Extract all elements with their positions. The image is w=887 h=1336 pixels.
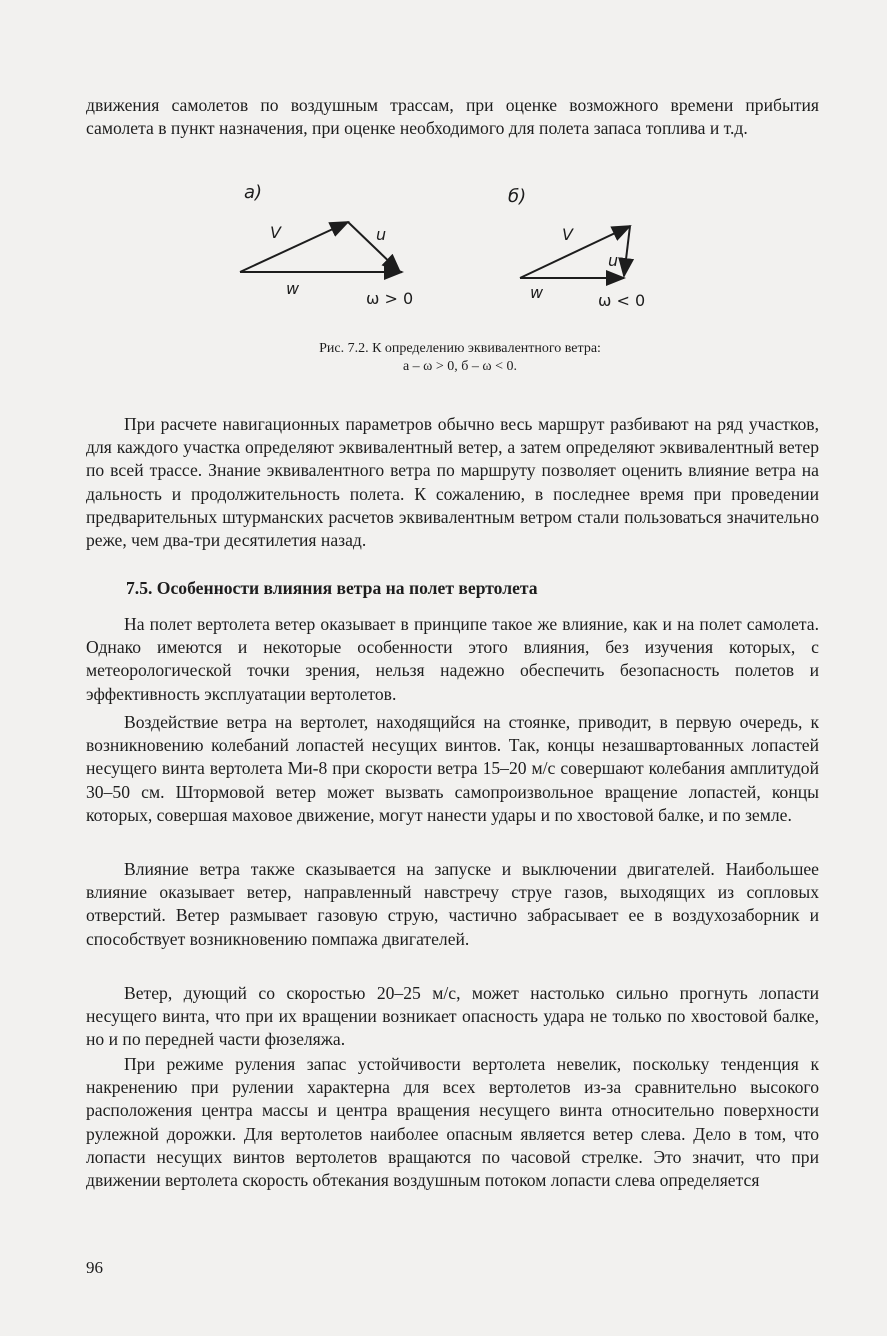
vector-u-a [348,222,400,272]
paragraph-blades-oscillation: Воздействие ветра на вертолет, находящийся на стоянке, приводит, в первую очередь, к возникновению колебаний лопастей несущих винтов. Так, концы незашвартованных лопастей несущего винта вертолета Ми-8 при скорости ветра 15–20 м/с совершают колебания амплитудой 30–50 см. Штормовой ветер может вызвать самопроизвольное вращение лопастей, концы которых, совершая маховое движение, могут нанести удары и по хвостовой балке, и по земле. [86,712,819,825]
vector-u-label-a: u [376,225,387,244]
diagram-a [240,182,413,308]
figure-caption [260,340,660,376]
condition-a: ω > 0 [366,289,414,308]
paragraph-helicopter-intro: На полет вертолета ветер оказывает в принципе такое же влияние, как и на полет самолета. Однако имеются и некоторые особенности этого влияния, без изучения которых, с метеорологической точки зрения, нельзя надежно обеспечить безопасность полетов и эффективность эксплуатации вертолетов. [86,614,819,704]
page-number: 96 [86,1258,103,1277]
vector-v-label-b: V [562,225,573,244]
figure-7-2 [230,180,660,310]
paragraph-continuation: движения самолетов по воздушным трассам, при оценке возможного времени прибытия самолета в пункт назначения, при оценке необходимого для полета запаса топлива и т.д. [86,95,819,139]
vector-w-label-b: w [530,283,544,302]
caption-title: Рис. 7.2. К определению эквивалентного ветра: [319,341,601,356]
paragraph-navigation: При расчете навигационных параметров обычно весь маршрут разбивают на ряд участков, для каждого участка определяют эквивалентный ветер, а затем определяют эквивалентный ветер по всей трассе. Знание эквивалентного ветра по маршруту позволяет оценить влияние ветра на дальность и продолжительность полета. К сожалению, в последнее время при проведении предварительных штурманских расчетов эквивалентным ветром стали пользоваться значительно реже, чем два-три десятилетия назад. [86,414,819,551]
diagram-a-label: а) [244,182,263,203]
paragraph-taxiing: При режиме руления запас устойчивости вертолета невелик, поскольку тенденция к накренению при рулении характерна для всех вертолетов из-за сравнительно высокого расположения центра массы и центра вращения несущего винта относительно поверхности рулежной дорожки. Для вертолетов наиболее опасным является ветер слева. Дело в том, что лопасти несущих винтов вертолетов вращаются по часовой стрелке. Это значит, что при движении вертолета скорость обтекания воздушным потоком лопасти слева определяется [86,1054,819,1191]
vector-v-label-a: V [270,223,281,242]
paragraph-engine-start: Влияние ветра также сказывается на запуске и выключении двигателей. Наибольшее влияние оказывает ветер, направленный навстречу струе газов, выходящих из сопловых отверстий. Ветер размывает газовую струю, частично забрасывает ее в воздухозаборник и способствует возникновению помпажа двигателей. [86,859,819,949]
vector-u-label-b: u [608,251,619,270]
vector-u-b [624,226,630,276]
diagram-b-label: б) [508,186,527,207]
paragraph-blade-bending: Ветер, дующий со скоростью 20–25 м/с, может настолько сильно прогнуть лопасти несущего винта, что при их вращении возникает опасность удара не только по хвостовой балке, но и по передней части фюзеляжа. [86,983,819,1050]
vector-v-a [240,222,348,272]
section-heading: 7.5. Особенности влияния ветра на полет вертолета [126,578,538,598]
caption-legend: а – ω > 0, б – ω < 0. [402,359,518,374]
diagram-b [508,186,645,310]
condition-b: ω < 0 [598,291,646,310]
vector-diagram [230,180,660,310]
vector-w-label-a: w [286,279,300,298]
